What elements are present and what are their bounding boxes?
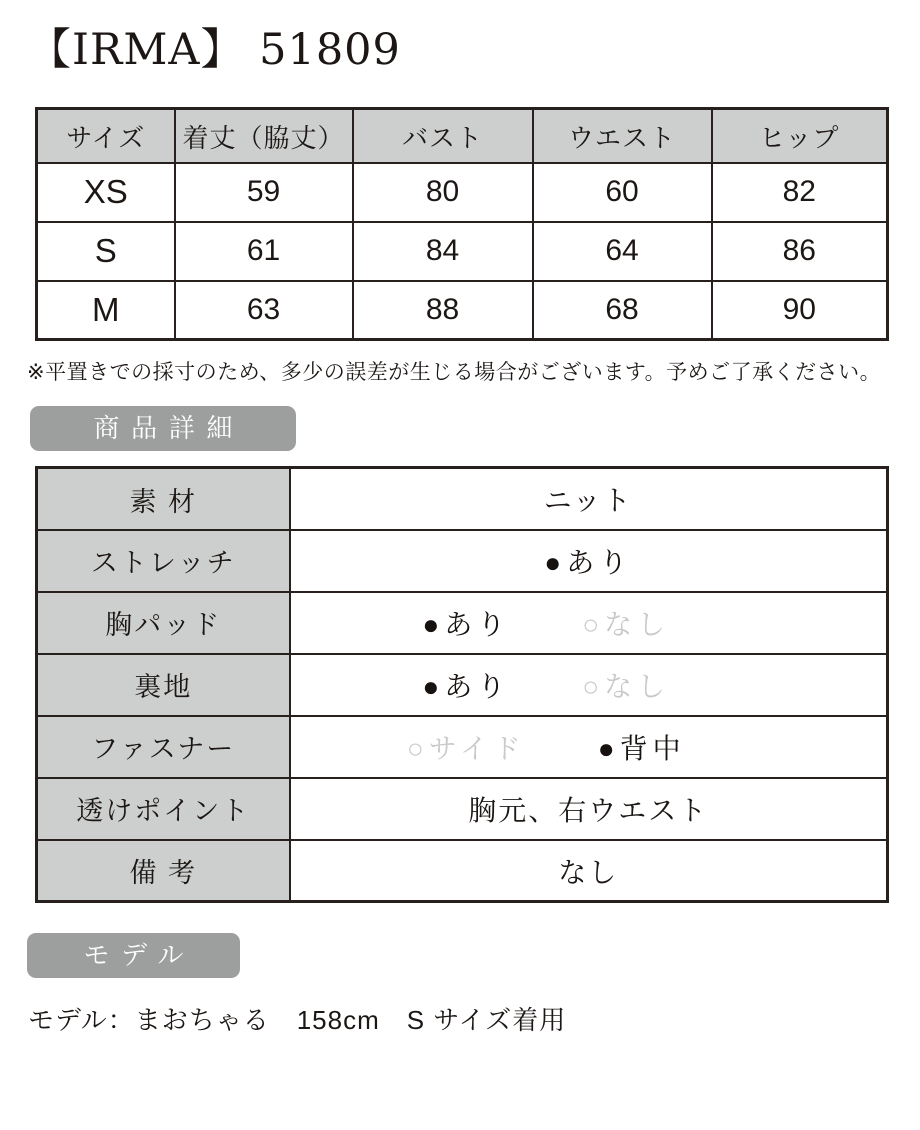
lining-label: 裏地 <box>37 654 290 716</box>
xs-length: 59 <box>175 163 353 222</box>
size-row-s <box>37 222 888 281</box>
lining-options <box>292 665 886 705</box>
stretch-label: ストレッチ <box>37 530 290 592</box>
size-header-length: 着丈（脇丈） <box>175 109 353 163</box>
pad-options <box>292 603 886 643</box>
size-header-size: サイズ <box>37 109 175 163</box>
sheer-label: 透けポイント <box>37 778 290 840</box>
zipper-option-back: ●背中 <box>597 732 686 764</box>
s-bust: 84 <box>353 222 533 281</box>
size-header-hip: ヒップ <box>712 109 888 163</box>
zipper-options <box>292 727 886 767</box>
m-waist: 68 <box>533 281 712 340</box>
pad-label: 胸パッド <box>37 592 290 654</box>
lining-option-nashi: ○なし <box>582 670 671 702</box>
zipper-label: ファスナー <box>37 716 290 778</box>
remarks-value: なし <box>290 840 888 902</box>
pad-option-ari: ●あり <box>422 608 511 640</box>
details-row-pad <box>37 592 888 654</box>
details-row-lining <box>37 654 888 716</box>
remarks-label: 備 考 <box>37 840 290 902</box>
s-length: 61 <box>175 222 353 281</box>
m-hip: 90 <box>712 281 888 340</box>
details-section-header <box>30 406 920 451</box>
details-row-material <box>37 468 888 530</box>
size-header-waist: ウエスト <box>533 109 712 163</box>
model-info: モデル：まおちゃる 158cm S サイズ着用 <box>28 1005 567 1036</box>
sheer-value: 胸元、右ウエスト <box>290 778 888 840</box>
details-row-sheer <box>37 778 888 840</box>
size-table-header-row <box>37 109 888 163</box>
details-row-remarks <box>37 840 888 902</box>
m-bust: 88 <box>353 281 533 340</box>
xs-hip: 82 <box>712 163 888 222</box>
pad-option-nashi: ○なし <box>582 608 671 640</box>
material-value: ニット <box>290 468 888 530</box>
s-waist: 64 <box>533 222 712 281</box>
size-label-xs: XS <box>37 163 175 222</box>
size-table <box>35 107 889 341</box>
details-row-stretch <box>37 530 888 592</box>
xs-bust: 80 <box>353 163 533 222</box>
size-label-s: S <box>37 222 175 281</box>
lining-option-ari: ●あり <box>422 670 511 702</box>
xs-waist: 60 <box>533 163 712 222</box>
details-section-badge: 商品詳細 <box>30 406 296 451</box>
zipper-value <box>290 716 888 778</box>
model-section-badge: モデル <box>27 933 240 978</box>
size-row-m <box>37 281 888 340</box>
size-row-xs <box>37 163 888 222</box>
lining-value <box>290 654 888 716</box>
stretch-option-ari: ●あり <box>544 546 633 578</box>
size-header-bust: バスト <box>353 109 533 163</box>
s-hip: 86 <box>712 222 888 281</box>
page-title: 【IRMA】 51809 <box>28 25 401 75</box>
details-table <box>35 466 889 903</box>
stretch-value <box>290 530 888 592</box>
size-label-m: M <box>37 281 175 340</box>
material-label: 素 材 <box>37 468 290 530</box>
details-row-zipper <box>37 716 888 778</box>
model-section-header <box>27 933 920 978</box>
pad-value <box>290 592 888 654</box>
zipper-option-side: ○サイド <box>406 732 526 764</box>
measurement-note: ※平置きでの採寸のため、多少の誤差が生じる場合がございます。予めご了承ください。 <box>27 361 882 385</box>
m-length: 63 <box>175 281 353 340</box>
